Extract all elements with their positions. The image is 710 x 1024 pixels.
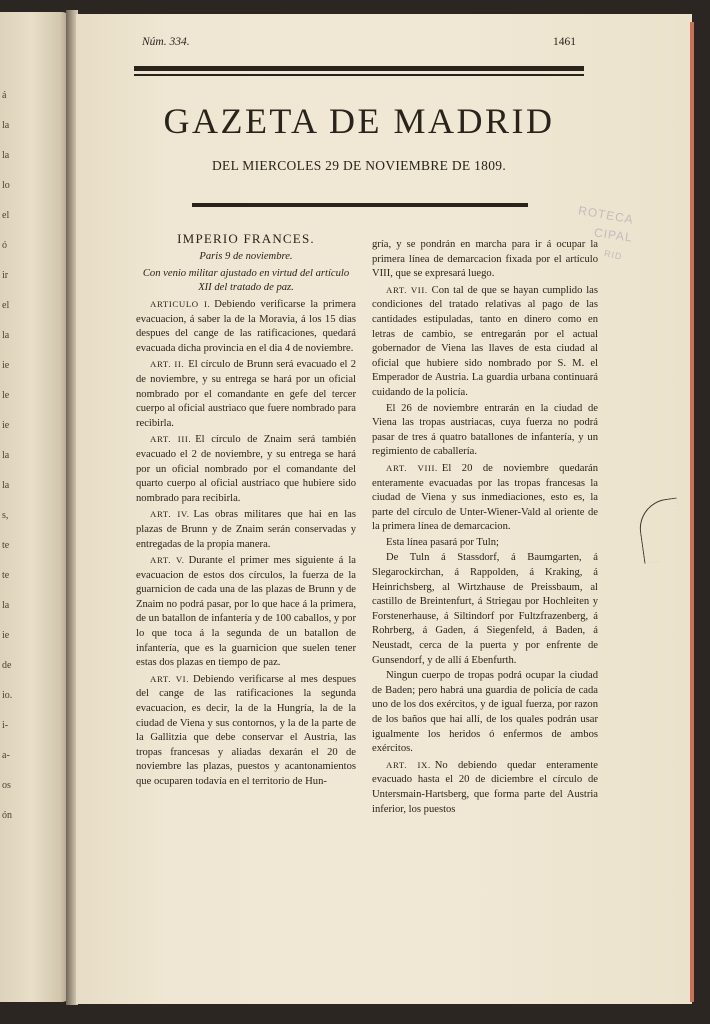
- facing-page-fragment: ie: [2, 630, 10, 641]
- paragraph-text: Las obras militares que hai en las plazas de Brunn y de Znaim serán conservadas y entregadas de la propia manera.: [136, 509, 356, 550]
- issue-number: Núm. 334.: [142, 36, 190, 48]
- paragraph-text: Debiendo verificarse al mes despues del cange de las ratificaciones la segunda evacuacion, es decir, la de la Hungría, la de la ciudad de Viena y sus contornos, y la de la parte de la Gallitzia que debe conservar el Austria, las tropas francesas y aliadas dexarán el 20 de noviembre las plazas, puestos y acantonamientos que ocuparen todavía en el territorio de Hun-: [136, 673, 356, 787]
- article-number: ART. VIII.: [386, 462, 438, 473]
- masthead-separator: [192, 203, 528, 207]
- facing-page-fragment: de: [2, 660, 12, 671]
- paragraph-text: Debiendo verificarse la primera evacuacion, á saber la de la Moravia, á los 15 dias despues del cange de las ratificaciones, quedará evacuada dicha provincia en el dia 4 de noviembre.: [136, 299, 356, 354]
- article-paragraph: [372, 758, 598, 817]
- article-paragraph: [136, 507, 356, 552]
- facing-page-fragment: ón: [2, 810, 12, 821]
- stamp-text: RID: [603, 248, 624, 262]
- article-paragraph: [372, 461, 598, 535]
- right-column: [372, 238, 598, 817]
- article-number: ART. IV.: [150, 509, 190, 520]
- article-number: ART. VI.: [150, 673, 189, 684]
- article-number: ART. V.: [150, 555, 185, 566]
- issue-date: DEL MIERCOLES 29 DE NOVIEMBRE DE 1809.: [211, 158, 506, 173]
- facing-page-fragment: el: [2, 300, 10, 311]
- facing-page-fragment: ó: [2, 240, 7, 251]
- article-paragraph: [136, 432, 356, 506]
- paragraph-text: De Tuln á Stassdorf, á Baumgarten, á Slegarockirchan, á Rappolden, á Kraking, á Heinrichsberg, al Wirtzhause de Preissbaum, al castillo de Breintenfurt, á Striegau por Hochleiten y Forstenerhause, á Siltindorf por Fultzfrazenberg, á Rohrberg, á Gaden, á Siegenfeld, á Baden, á Neustadt, cerca de la puerta y por enfrente de Gunsendorf, y de allí á Ebenfurth.: [372, 552, 598, 666]
- left-column: [136, 232, 356, 790]
- left-facing-page: [0, 12, 70, 1002]
- left-column-paragraphs: [136, 297, 356, 790]
- article-number: ART. III.: [150, 434, 192, 445]
- article-number: ART. VII.: [386, 284, 428, 295]
- paragraph-text: Con tal de que se hayan cumplido las condiciones del tratado relativas al pago de las cantidades estipuladas, tanto en dinero como en letras de cambio, se entregarán por el actual gobernador de Viena las llaves de esta ciudad al oficial que hubiere sido nombrado por S. M. el Emperador de Austria. La guardia urbana continuará cuidando de la policía.: [372, 284, 598, 398]
- masthead-title: GAZETA DE MADRID: [163, 101, 555, 141]
- paragraph-text: El círculo de Znaim será también evacuado el 2 de noviembre, y su entrega se hará por un oficial nombrado por el comandante del quarto cuerpo al oficial austriaco que hubiere sido nombrado para recibirla.: [136, 434, 356, 504]
- article-paragraph: [372, 551, 598, 668]
- masthead-rule-thin: [134, 74, 584, 76]
- article-paragraph: [372, 283, 598, 401]
- dateline: Paris 9 de noviembre.: [199, 250, 293, 262]
- paragraph-text: El 20 de noviembre quedarán enteramente evacuadas por las tropas francesas la ciudad de Viena y sus inmediaciones, esto es, la parte del círculo de Unter-Wiener-Vald al oriente de la primera línea de demarcacion.: [372, 462, 598, 533]
- facing-page-fragment: io.: [2, 690, 13, 701]
- facing-page-fragment: la: [2, 120, 10, 131]
- facing-page-fragment: á: [2, 90, 7, 101]
- article-paragraph: [372, 402, 598, 460]
- article-number: ARTICULO I.: [150, 299, 211, 309]
- facing-page-fragment: ir: [2, 270, 9, 281]
- page-number: 1461: [553, 36, 576, 48]
- paragraph-text: No debiendo quedar enteramente evacuado hasta el 20 de diciembre el círculo de Untersmain-Hartsberg, que forma parte del Austria inferior, los puestos: [372, 759, 599, 815]
- facing-page-fragment: te: [2, 570, 10, 581]
- facing-page-fragment: i-: [2, 720, 9, 731]
- facing-page-fragment: os: [2, 780, 11, 791]
- paragraph-text: El círculo de Brunn será evacuado el 2 de noviembre, y su entrega se hará por un oficial nombrado por el comandante en gefe del tercer cuerpo al oficial austriaco que fuere nombrado para recibirla.: [136, 359, 356, 429]
- facing-page-fragment: lo: [2, 180, 10, 191]
- article-paragraph: [136, 357, 356, 431]
- right-column-paragraphs: [372, 238, 598, 817]
- page-red-edge: [690, 22, 694, 1002]
- masthead-rule-top: [134, 66, 584, 71]
- facing-page-fragment: ie: [2, 360, 10, 371]
- facing-page-fragment: s,: [2, 510, 9, 521]
- facing-page-fragment: la: [2, 480, 10, 491]
- facing-page-fragment: le: [2, 390, 10, 401]
- paragraph-text: gría, y se pondrán en marcha para ir á ocupar la primera línea de demarcacion fixada por el artículo VIII, que se expresará luego.: [372, 239, 598, 280]
- section-heading: IMPERIO FRANCES.: [177, 231, 315, 246]
- facing-page-fragment: te: [2, 540, 10, 551]
- article-paragraph: [372, 669, 598, 757]
- paragraph-text: Ningun cuerpo de tropas podrá ocupar la ciudad de Baden; pero habrá una guardia de policía de cada uno de los dos exércitos, y de igual fuerza, por razon de los baños que hai allí, de los quales podrán usar igualmente los heridos ó enfermos de ambos exércitos.: [372, 670, 598, 755]
- facing-page-fragment: ie: [2, 420, 10, 431]
- article-paragraph: [372, 536, 598, 551]
- stamp-text: ROTECA: [577, 203, 635, 227]
- article-subhead: Con venio militar ajustado en virtud del artículo XII del tratado de paz.: [142, 268, 350, 293]
- facing-page-fragment: la: [2, 330, 10, 341]
- article-paragraph: [136, 297, 356, 356]
- facing-page-fragment: el: [2, 210, 10, 221]
- paragraph-text: Esta línea pasará por Tuln;: [386, 536, 499, 548]
- article-number: ART. II.: [150, 359, 185, 370]
- article-paragraph: [136, 553, 356, 671]
- paragraph-text: El 26 de noviembre entrarán en la ciudad de Viena las tropas austriacas, cuya fuerza no podrá pasar de tres á quatro batallones de infantería, y un regimiento de caballería.: [372, 402, 598, 458]
- paragraph-text: Durante el primer mes siguiente á la evacuacion de estos dos círculos, la fuerza de la guarnicion de cada una de las plazas de Brunn y de Znaim no podrá pasar, por lo que hace á la primera, de un batallon de infantería y de 100 caballos, y por lo que toca á la segunda de un batallon de infantería, que es la guarnicion que suelen tener estas dos plazas en tiempo de paz.: [136, 555, 356, 669]
- article-paragraph: [136, 672, 356, 790]
- facing-page-fragment: la: [2, 450, 10, 461]
- library-stamp: [564, 203, 674, 278]
- facing-page-fragment: la: [2, 150, 10, 161]
- article-number: ART. IX.: [386, 759, 431, 770]
- facing-page-fragment: a-: [2, 750, 10, 761]
- facing-page-fragment: la: [2, 600, 10, 611]
- stamp-text: CIPAL: [593, 225, 634, 245]
